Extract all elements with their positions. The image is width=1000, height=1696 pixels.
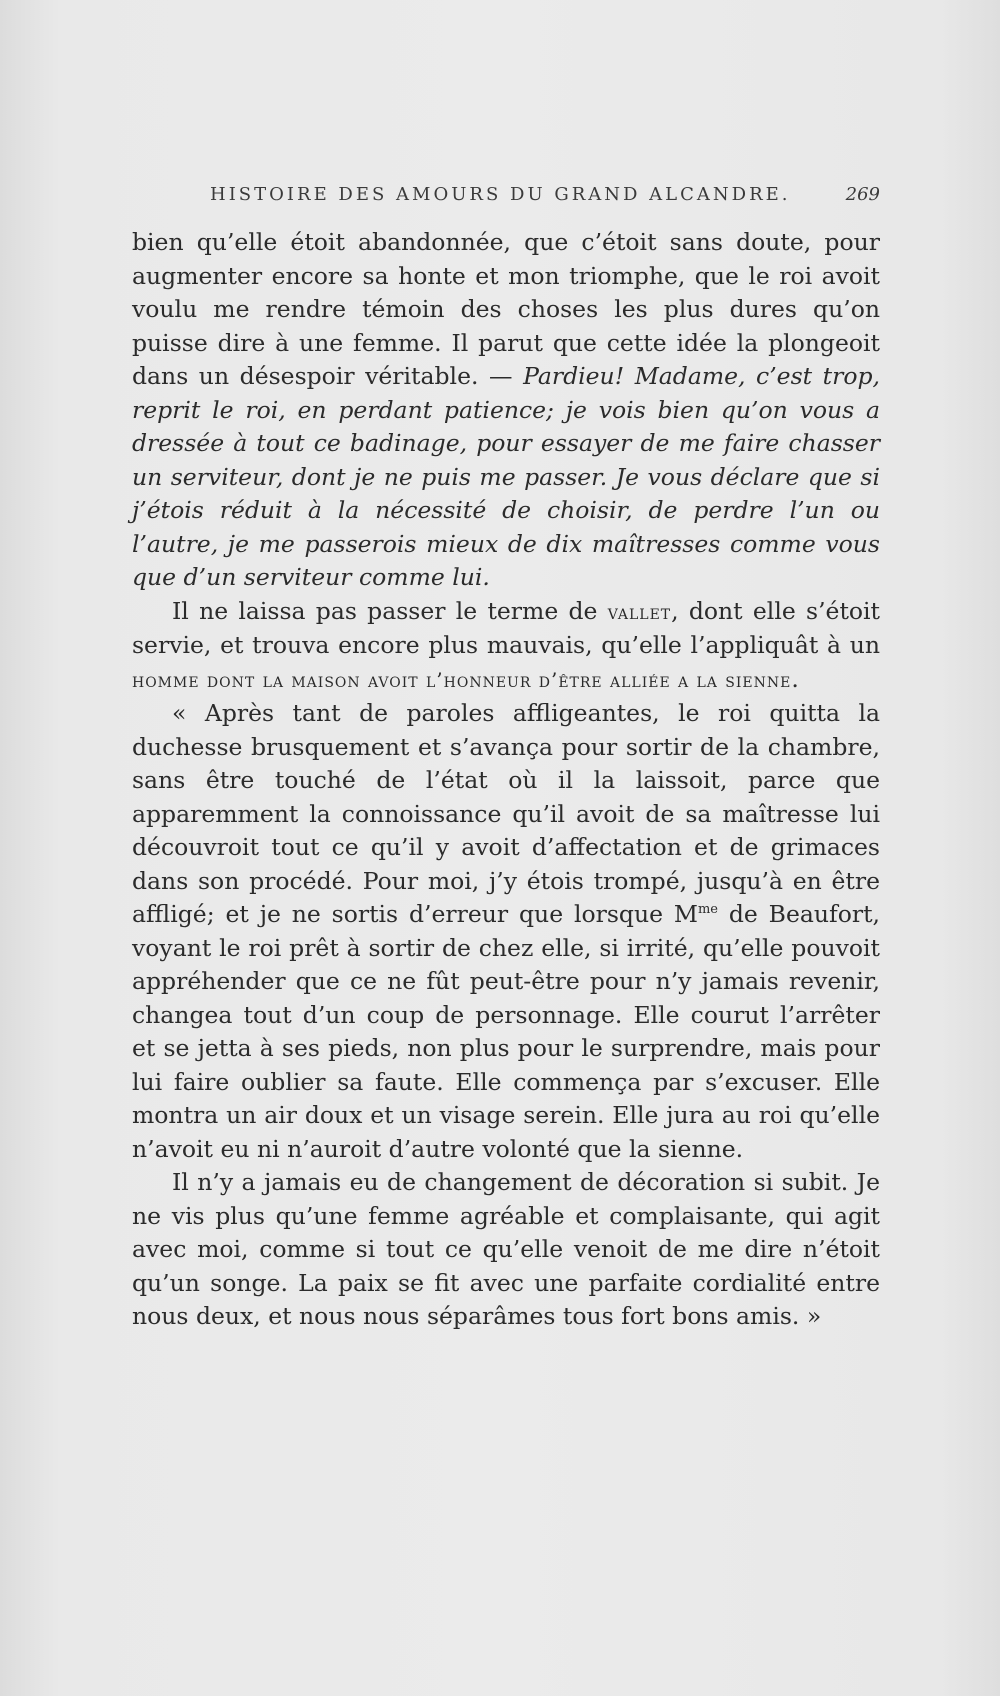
running-title: HISTOIRE DES AMOURS DU GRAND ALCANDRE. xyxy=(210,184,791,205)
paragraph-1-roman: bien qu’elle étoit abandonnée, que c’étoit sans doute, pour augmenter encore sa honte et mon triomphe, que le roi avoit voulu me rendre témoin des choses les plus dures qu’on puisse dire à une femme. Il parut que cette idée la plongeoit dans un désespoir véritable. — xyxy=(132,228,880,390)
paragraph-1-italic: Pardieu! Madame, c’est trop, reprit le roi, en perdant patience; je vois bien qu’on vous a dressée à tout ce badinage, pour essayer de me faire chasser un serviteur, dont je ne puis me passer. Je vous déclare que si j’étois réduit à la nécessité de choisir, de perdre l’un ou l’autre, je me passerois mieux de dix maîtresses comme vous que d’un serviteur comme lui. xyxy=(132,362,880,591)
page-number: 269 xyxy=(845,184,880,205)
paragraph-3-text-b: de Beaufort, voyant le roi prêt à sortir de chez elle, si irrité, qu’elle pouvoit appréhender que ce ne fût peut-être pour n’y jamais revenir, changea tout d’un coup de personnage. Elle courut l’arrêter et se jetta à ses pieds, non plus pour le surprendre, mais pour lui faire oublier sa faute. Elle commença par s’excuser. Elle montra un air doux et un visage serein. Elle jura au roi qu’elle n’avoit eu ni n’auroit d’autre volonté que la sienne. xyxy=(132,900,880,1163)
paragraph-2-text-b: , dont elle s’étoit servie, et trouva encore plus mauvais, qu’elle l’appliquât à un xyxy=(132,596,880,659)
paragraph-2-text-a: Il ne laissa pas passer le terme de xyxy=(172,596,608,625)
paragraph-4 xyxy=(132,1166,880,1334)
paragraph-1 xyxy=(132,226,880,595)
paragraph-3-text-a: « Après tant de paroles affligeantes, le roi quitta la duchesse brusquement et s’avança pour sortir de la chambre, sans être touché de l’état où il la laissoit, parce que apparemment la connoissance qu’il avoit de sa maîtresse lui découvroit tout ce qu’il y avoit d’affectation et de grimaces dans son procédé. Pour moi, j’y étois trompé, jusqu’à en être affligé; et je ne sortis d’erreur que lorsque M xyxy=(132,699,880,928)
paragraph-4-text: Il n’y a jamais eu de changement de décoration si subit. Je ne vis plus qu’une femme agréable et complaisante, qui agit avec moi, comme si tout ce qu’elle venoit de me dire n’étoit qu’un songe. La paix se fit avec une parfaite cordialité entre nous deux, et nous nous séparâmes tous fort bons amis. » xyxy=(132,1168,880,1330)
paragraph-2-smallcaps-a: vallet xyxy=(607,599,672,624)
paragraph-2 xyxy=(132,595,880,698)
paragraph-2-text-c: . xyxy=(791,664,799,693)
paragraph-3 xyxy=(132,697,880,1166)
paragraph-3-superscript: me xyxy=(697,902,718,918)
body-text xyxy=(132,226,880,1334)
paragraph-2-smallcaps-b: homme dont la maison avoit l’honneur d’être alliée a la sienne xyxy=(132,667,792,692)
running-header xyxy=(210,180,880,214)
